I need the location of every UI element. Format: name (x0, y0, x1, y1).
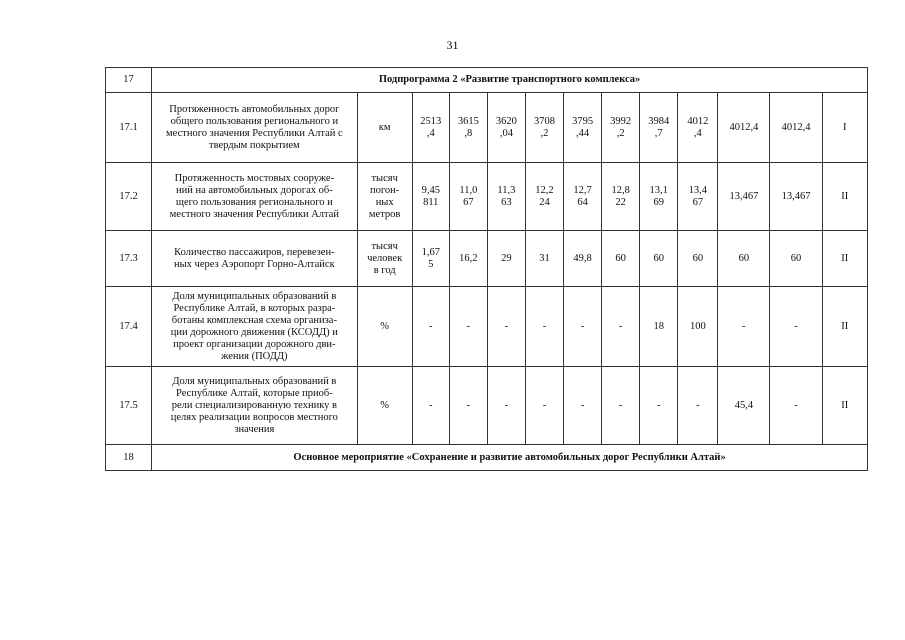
row-number: 18 (106, 445, 152, 471)
indicator-value: - (770, 287, 822, 367)
row-number: 17 (106, 68, 152, 93)
indicator-value: 3984 ,7 (640, 93, 678, 163)
indicator-value: 9,45 811 (412, 163, 449, 231)
indicator-value: 2513 ,4 (412, 93, 449, 163)
indicator-value: 100 (678, 287, 718, 367)
indicator-value: 45,4 (718, 367, 770, 445)
row-number: 17.1 (106, 93, 152, 163)
indicator-value: - (602, 367, 640, 445)
indicator-category: II (822, 287, 867, 367)
indicator-description: Протяженность автомобильных дорог общего пользования регионального и местного значения Республики Алтай с твердым покрытием (152, 93, 357, 163)
section-title: Основное мероприятие «Сохранение и развитие автомобильных дорог Республики Алтай» (152, 445, 868, 471)
indicator-value: 11,0 67 (449, 163, 487, 231)
indicator-value: 12,7 64 (564, 163, 602, 231)
section-row (106, 68, 868, 93)
indicator-value: - (564, 287, 602, 367)
indicator-value: 60 (678, 231, 718, 287)
row-number: 17.5 (106, 367, 152, 445)
indicator-category: I (822, 93, 867, 163)
indicator-value: 4012,4 (718, 93, 770, 163)
row-number: 17.4 (106, 287, 152, 367)
indicator-row (106, 163, 868, 231)
indicator-value: 60 (640, 231, 678, 287)
unit-of-measure: % (357, 367, 412, 445)
indicator-value: 4012,4 (770, 93, 822, 163)
indicator-value: - (602, 287, 640, 367)
indicator-description: Доля муниципальных образований в Республике Алтай, которые приоб- рели специализированную технику в целях реализации вопросов местного значения (152, 367, 357, 445)
indicator-value: 3992 ,2 (602, 93, 640, 163)
indicator-value: - (525, 367, 563, 445)
indicator-description: Доля муниципальных образований в Республике Алтай, в которых разра- ботаны комплексная схема организа- ции дорожного движения (КСОДД) и проект организации дорожного дви- жения (ПОДД) (152, 287, 357, 367)
indicator-value: - (487, 367, 525, 445)
indicator-value: 3795 ,44 (564, 93, 602, 163)
table-body (106, 68, 868, 471)
indicator-category: II (822, 163, 867, 231)
indicator-value: 13,467 (718, 163, 770, 231)
indicator-value: 60 (718, 231, 770, 287)
unit-of-measure: тысяч погон- ных метров (357, 163, 412, 231)
indicator-value: - (487, 287, 525, 367)
indicator-value: - (678, 367, 718, 445)
indicator-value: 18 (640, 287, 678, 367)
indicator-value: - (449, 367, 487, 445)
indicator-value: 13,4 67 (678, 163, 718, 231)
indicator-description: Количество пассажиров, перевезен- ных через Аэропорт Горно-Алтайск (152, 231, 357, 287)
indicator-value: - (640, 367, 678, 445)
indicator-category: II (822, 367, 867, 445)
indicator-value: 12,8 22 (602, 163, 640, 231)
indicator-value: - (525, 287, 563, 367)
row-number: 17.2 (106, 163, 152, 231)
indicators-table (105, 67, 868, 471)
unit-of-measure: тысяч человек в год (357, 231, 412, 287)
indicator-value: 1,67 5 (412, 231, 449, 287)
indicator-value: 3620 ,04 (487, 93, 525, 163)
page-number: 31 (446, 38, 459, 52)
indicator-value: 29 (487, 231, 525, 287)
indicator-value: - (564, 367, 602, 445)
row-number: 17.3 (106, 231, 152, 287)
indicator-description: Протяженность мостовых сооруже- ний на автомобильных дорогах об- щего пользования регионального и местного значения Республики Алтай (152, 163, 357, 231)
indicator-row (106, 287, 868, 367)
indicator-category: II (822, 231, 867, 287)
indicator-value: 49,8 (564, 231, 602, 287)
indicator-value: - (770, 367, 822, 445)
unit-of-measure: % (357, 287, 412, 367)
indicator-value: 11,3 63 (487, 163, 525, 231)
indicator-row (106, 93, 868, 163)
indicator-value: - (412, 367, 449, 445)
indicator-row (106, 231, 868, 287)
indicator-value: 4012 ,4 (678, 93, 718, 163)
unit-of-measure: км (357, 93, 412, 163)
indicator-value: 3708 ,2 (525, 93, 563, 163)
indicator-value: - (718, 287, 770, 367)
section-row (106, 445, 868, 471)
section-title: Подпрограмма 2 «Развитие транспортного комплекса» (152, 68, 868, 93)
indicator-value: 3615 ,8 (449, 93, 487, 163)
indicator-value: 31 (525, 231, 563, 287)
indicator-value: - (449, 287, 487, 367)
indicator-value: 13,1 69 (640, 163, 678, 231)
indicator-row (106, 367, 868, 445)
indicator-value: - (412, 287, 449, 367)
indicator-value: 60 (770, 231, 822, 287)
indicator-value: 13,467 (770, 163, 822, 231)
indicator-value: 12,2 24 (525, 163, 563, 231)
indicator-value: 60 (602, 231, 640, 287)
indicator-value: 16,2 (449, 231, 487, 287)
